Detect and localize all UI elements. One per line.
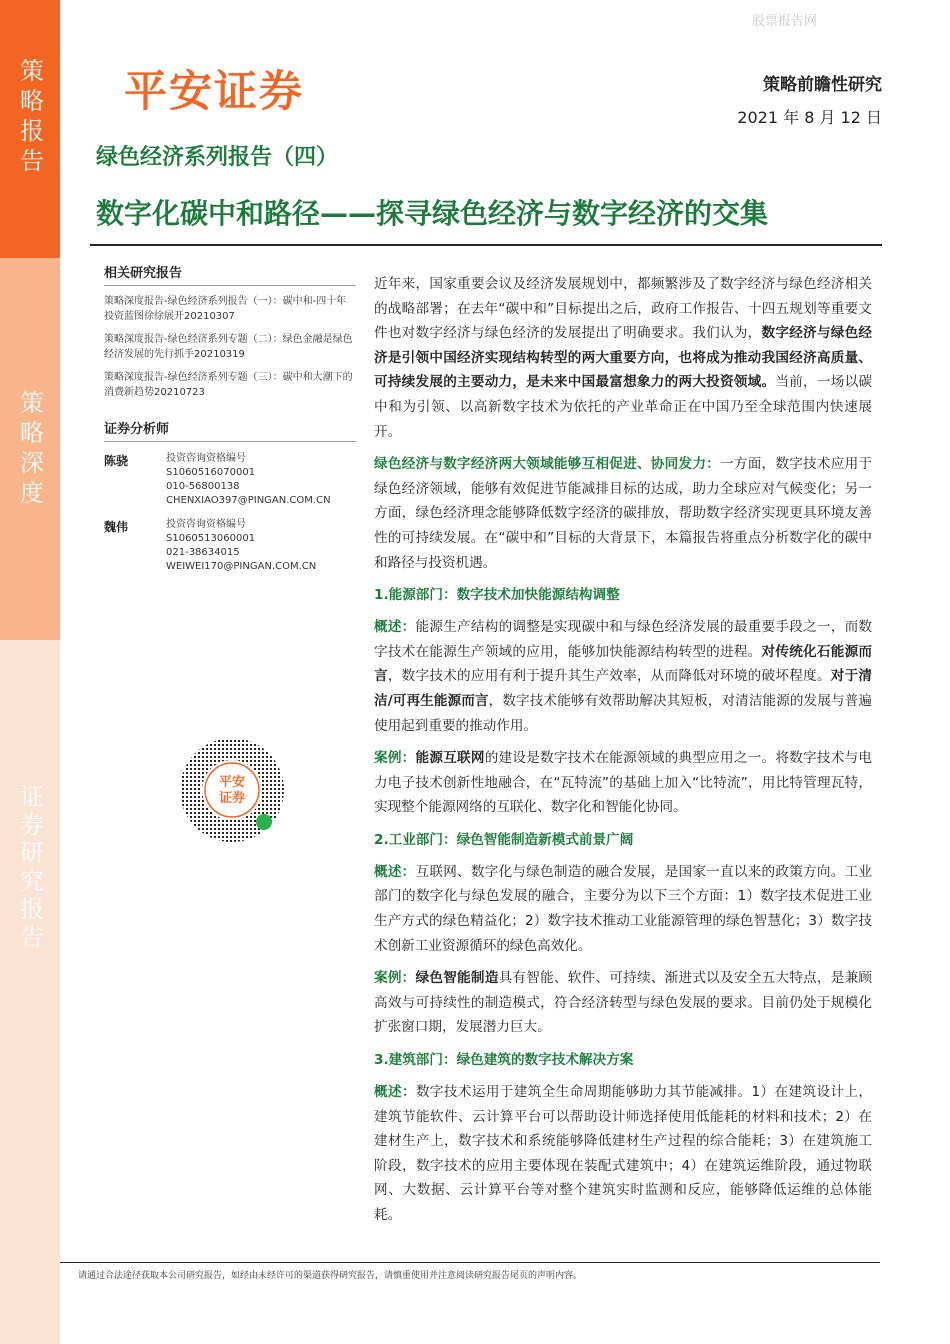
industry-overview	[374, 860, 872, 958]
related-report-item[interactable]: 策略深度报告-绿色经济系列报告（一）：碳中和-四十年投资蓝图徐徐展开20210307	[104, 296, 347, 322]
energy-case-text: 的建设是数字技术在能源领域的典型应用之一。将数字技术与电力电子技术创新性地融合，在“瓦特流”的基础上加入“比特流”，用比特管理瓦特，实现整个能源网络的互联化、数字化和智能化协同。	[374, 750, 873, 816]
industry-case-text: 具有智能、软件、可持续、渐进式以及安全五大特点，是兼顾高效与可持续性的制造模式，符合经济转型与绿色发展的要求。目前仍处于规模化扩张窗口期，发展潜力巨大。	[374, 970, 873, 1036]
analyst-name: 陈骁	[104, 454, 129, 468]
sidebar-label-2: 策略深度	[15, 390, 44, 510]
sidebar-label-3: 证券研究报告	[15, 784, 44, 952]
sidebar-category-strategy-depth	[0, 258, 60, 640]
main-content	[374, 272, 872, 1236]
related-report-item[interactable]: 策略深度报告-绿色经济系列专题（二）：绿色金融是绿色经济发展的先行抓手20210319	[104, 334, 353, 360]
overview-label: 概述：	[374, 1084, 416, 1101]
building-text: 数字技术运用于建筑全生命周期能够助力其节能减排。1）在建筑设计上，建筑节能软件、云计算平台可以帮助设计师选择使用低能耗的材料和技术；2）在建材生产上，数字技术和系统能够降低建材生产过程的综合能耗；3）在建筑施工阶段，数字技术的应用主要体现在装配式建筑中；4）在建筑运维阶段，通过物联网、大数据、云计算平台等对整个建筑实时监测和反应，能够降低运维的总体能耗。	[374, 1084, 872, 1223]
energy-text-2: ，数字技术的应用有利于提升其生产效率，从而降低对环境的破坏程度。	[387, 668, 831, 685]
report-type: 策略前瞻性研究	[763, 75, 882, 95]
intro-text: 近年来，国家重要会议及经济发展规划中，都频繁涉及了数字经济与绿色经济相关的战略部署；在去年“碳中和”目标提出之后，政府工作报告、十四五规划等重要文件也对数字经济与绿色经济的发展提出了明确要求。我们认为，	[374, 276, 872, 342]
analyst-card	[104, 518, 356, 574]
intro-text-end: 当前，一场以碳中和为引领、以高新数字技术为依托的产业革命正在中国乃至全球范围内快速展开。	[374, 374, 873, 440]
analyst-card	[104, 452, 356, 508]
left-column	[104, 262, 356, 574]
sidebar-category-securities-research	[0, 640, 60, 1344]
energy-bold-1: 对传统化石能源而言	[374, 643, 873, 685]
synergy-lead: 绿色经济与数字经济两大领域能够互相促进、协同发力：	[374, 456, 721, 473]
intro-paragraph	[374, 272, 872, 444]
building-overview	[374, 1080, 872, 1228]
title-divider	[90, 244, 882, 246]
analyst-phone: 021-38634015	[166, 547, 240, 558]
analyst-email[interactable]: CHENXIAO397@PINGAN.COM.CN	[166, 495, 331, 506]
section-heading-building: 3.建筑部门：绿色建筑的数字技术解决方案	[374, 1052, 634, 1069]
overview-label: 概述：	[374, 619, 416, 636]
company-logo: 平安证券	[124, 67, 304, 117]
industry-text: 互联网、数字化与绿色制造的融合发展，是国家一直以来的政策方向。工业部门的数字化与绿色发展的融合，主要分为以下三个方面：1）数字技术促进工业生产方式的绿色精益化；2）数字技术推动工业能源管理的绿色智慧化；3）数字技术创新工业资源循环的绿色高效化。	[374, 863, 873, 954]
section-heading-industry: 2.工业部门：绿色智能制造新模式前景广阔	[374, 831, 634, 848]
analyst-info	[166, 518, 316, 574]
energy-bold-2: 对于清洁/可再生能源而言	[374, 668, 873, 709]
energy-case-bold: 能源互联网	[415, 750, 485, 767]
sidebar-label-1: 策略报告	[15, 58, 44, 178]
report-title: 数字化碳中和路径——探寻绿色经济与数字经济的交集	[96, 197, 769, 230]
qr-logo-text-bottom: 证券	[218, 791, 246, 806]
analyst-cert-number: S1060516070001	[166, 467, 256, 478]
report-date: 2021 年 8 月 12 日	[737, 108, 882, 127]
analysts-heading: 证券分析师	[104, 418, 356, 442]
case-label: 案例：	[374, 970, 416, 987]
footer-divider	[60, 1262, 880, 1263]
analyst-info	[166, 452, 331, 508]
synergy-text: 一方面，数字技术应用于绿色经济领域，能够有效促进节能减排目标的达成，助力全球应对气候变化；另一方面，绿色经济理念能够降低数字经济的碳排放，帮助数字经济实现更具环境友善性的可持续发展。在“碳中和”目标的大背景下，本篇报告将重点分析数字化的碳中和路径与投资机遇。	[374, 456, 873, 571]
analyst-name: 魏伟	[104, 520, 129, 534]
case-label: 案例：	[374, 750, 416, 767]
energy-text-3: ，数字技术能够有效帮助解决其短板，对清洁能源的发展与普遍使用起到重要的推动作用。	[374, 692, 873, 734]
related-reports-heading: 相关研究报告	[104, 262, 356, 286]
industry-case	[374, 966, 872, 1040]
footer-disclaimer: 请通过合法途径获取本公司研究报告，如经由未经许可的渠道获得研究报告，请慎重使用并注意阅读研究报告尾页的声明内容。	[78, 1271, 583, 1281]
analyst-phone: 010-56800138	[166, 481, 240, 492]
intro-key-point: 数字经济与绿色经济是引领中国经济实现结构转型的两大重要方向，也将成为推动我国经济高质量、可持续发展的主要动力，是未来中国最富想象力的两大投资领域。	[374, 325, 873, 391]
analyst-cert-number: S1060513060001	[166, 533, 256, 544]
report-subtitle: 绿色经济系列报告（四）	[96, 145, 339, 170]
mini-program-qr-code[interactable]	[178, 736, 286, 844]
energy-overview	[374, 615, 872, 738]
analyst-email[interactable]: WEIWEI170@PINGAN.COM.CN	[166, 561, 317, 572]
watermark: 股票报告网	[752, 14, 818, 29]
synergy-paragraph	[374, 452, 872, 575]
section-heading-energy: 1.能源部门：数字技术加快能源结构调整	[374, 587, 620, 604]
overview-label: 概述：	[374, 863, 416, 880]
energy-case	[374, 746, 872, 820]
energy-text-1: 能源生产结构的调整是实现碳中和与绿色经济发展的最重要手段之一，而数字技术在能源生产领域的应用，能够加快能源结构转型的进程。	[374, 619, 873, 660]
related-report-item[interactable]: 策略深度报告-绿色经济系列专题（三）：碳中和大潮下的消费新趋势20210723	[104, 372, 353, 398]
qr-logo-text-top: 平安	[218, 775, 246, 790]
industry-case-bold: 绿色智能制造	[415, 970, 499, 987]
mini-program-icon	[256, 814, 272, 830]
sidebar-category-strategy-report	[0, 0, 60, 258]
analyst-cert-label: 投资咨询资格编号	[166, 453, 246, 464]
analyst-cert-label: 投资咨询资格编号	[166, 519, 246, 530]
